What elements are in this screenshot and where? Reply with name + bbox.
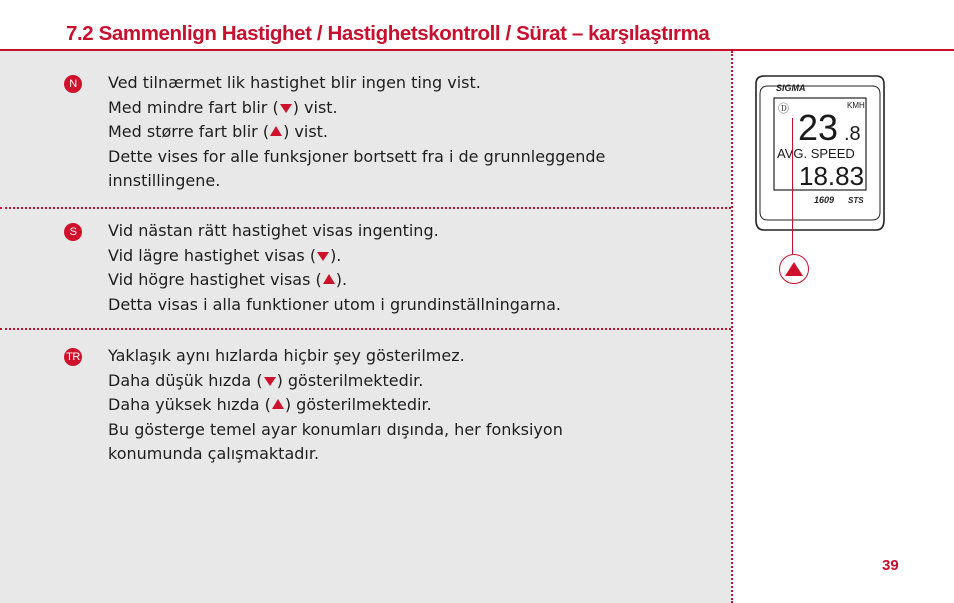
page-number: 39 bbox=[882, 557, 899, 574]
lang-badge-tr: TR bbox=[64, 348, 82, 366]
text-fragment: ) vist. bbox=[292, 97, 338, 117]
section-divider bbox=[0, 207, 731, 209]
text-fragment: Vid lägre hastighet visas ( bbox=[108, 245, 317, 265]
up-arrow-icon bbox=[270, 126, 282, 136]
speed-digits: 23 bbox=[798, 107, 839, 148]
text-line: Bu gösterge temel ayar konumları dışında, her fonksiyon bbox=[108, 419, 563, 439]
lang-badge-n: N bbox=[64, 75, 82, 93]
down-arrow-icon bbox=[317, 252, 329, 261]
text-line: Detta visas i alla funktioner utom i grundinställningarna. bbox=[108, 294, 562, 314]
text-fragment: Daha düşük hızda ( bbox=[108, 370, 263, 390]
mode-value: 18.83 bbox=[799, 161, 865, 191]
text-fragment: Med mindre fart blir ( bbox=[108, 97, 279, 117]
text-line: innstillingene. bbox=[108, 171, 221, 190]
bike-computer-illustration bbox=[750, 70, 890, 240]
model-suffix: STS bbox=[848, 196, 864, 205]
text-line bbox=[108, 244, 561, 269]
brand-label: SIGMA bbox=[776, 83, 806, 93]
text-fragment: ). bbox=[330, 245, 342, 265]
section-divider bbox=[0, 328, 731, 330]
text-line bbox=[108, 96, 605, 121]
lang-badge-s: S bbox=[64, 223, 82, 241]
text-line: Dette vises for alle funksjoner bortsett fra i de grunnleggende bbox=[108, 146, 606, 166]
up-arrow-icon bbox=[785, 262, 803, 276]
text-fragment: ). bbox=[335, 270, 348, 289]
wheel-icon: Ⓓ bbox=[778, 102, 789, 115]
page-title: 7.2 Sammenlign Hastighet / Hastighetskontroll / Sürat – karşılaştırma bbox=[66, 22, 710, 45]
unit-label: KMH bbox=[847, 101, 865, 110]
text-line bbox=[108, 369, 563, 394]
text-line: konumunda çalışmaktadır. bbox=[108, 444, 320, 463]
down-arrow-icon bbox=[280, 104, 292, 113]
text-line: Yaklaşık aynı hızlarda hiçbir şey gösterilmez. bbox=[108, 346, 465, 365]
text-fragment: ) gösterilmektedir. bbox=[284, 395, 432, 414]
indicator-leader-line bbox=[792, 118, 793, 254]
model-label: 1609 bbox=[814, 195, 835, 205]
up-arrow-icon bbox=[272, 399, 284, 409]
section-norwegian bbox=[108, 71, 605, 194]
column-divider bbox=[731, 51, 733, 603]
mode-label: AVG. SPEED bbox=[777, 146, 855, 161]
up-arrow-icon bbox=[323, 274, 335, 284]
text-fragment: Med større fart blir ( bbox=[108, 122, 270, 141]
text-fragment: Daha yüksek hızda ( bbox=[108, 395, 271, 414]
text-line bbox=[108, 268, 561, 293]
up-arrow-indicator bbox=[779, 254, 809, 284]
text-line: Ved tilnærmet lik hastighet blir ingen ting vist. bbox=[108, 73, 481, 92]
text-fragment: Vid högre hastighet visas ( bbox=[108, 270, 322, 289]
text-line bbox=[108, 393, 563, 418]
section-turkish bbox=[108, 344, 563, 467]
text-fragment: ) vist. bbox=[283, 122, 329, 141]
text-fragment: ) gösterilmektedir. bbox=[276, 370, 424, 390]
section-swedish bbox=[108, 219, 561, 317]
text-line: Vid nästan rätt hastighet visas ingenting. bbox=[108, 221, 439, 240]
text-line bbox=[108, 120, 605, 145]
speed-decimal: .8 bbox=[844, 123, 861, 145]
down-arrow-icon bbox=[264, 377, 276, 386]
